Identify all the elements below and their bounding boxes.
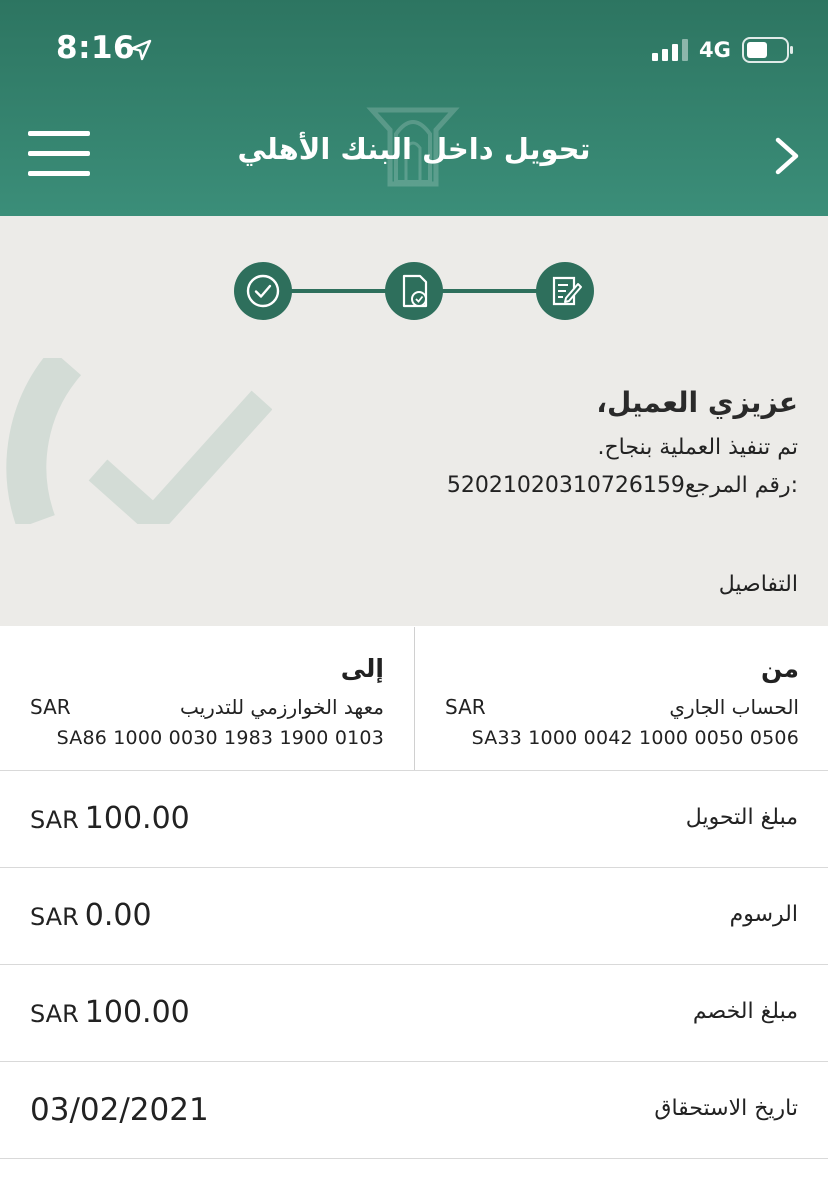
row-label: تاريخ الاستحقاق: [654, 1096, 798, 1121]
reference-number: 2021020310726159: [460, 473, 685, 498]
from-account-name: الحساب الجاري: [669, 695, 799, 719]
row-value: [30, 898, 152, 933]
row-value: [30, 995, 190, 1030]
currency: SAR: [30, 1000, 79, 1028]
greeting: عزيزي العميل،: [596, 386, 798, 419]
step-completed: [234, 262, 292, 320]
step-review: [385, 262, 443, 320]
document-check-icon: [385, 262, 443, 320]
row-value: [30, 1092, 209, 1128]
reference-label: رقم المرجع:: [684, 473, 798, 498]
to-currency: SAR: [30, 695, 71, 719]
fees-row: [0, 868, 828, 965]
due-date-row: [0, 1062, 828, 1159]
row-label: مبلغ الخصم: [692, 999, 798, 1024]
progress-steps: [234, 262, 594, 320]
from-label: من: [761, 654, 799, 683]
amount: 0.00: [84, 898, 152, 933]
currency: SAR: [30, 806, 79, 834]
signal-icon: [652, 39, 690, 61]
due-date-value: 03/02/2021: [30, 1092, 209, 1128]
row-label: مبلغ التحويل: [685, 805, 798, 830]
reference-line: [447, 473, 798, 498]
from-currency: SAR: [445, 695, 486, 719]
currency: SAR: [30, 903, 79, 931]
menu-icon[interactable]: [28, 131, 90, 177]
reference-digit: 5: [446, 473, 461, 498]
chevron-right-icon[interactable]: [770, 134, 804, 178]
from-account: [415, 627, 828, 770]
to-account: [0, 627, 414, 770]
checkmark-watermark-icon: [0, 358, 272, 524]
amount: 100.00: [84, 801, 190, 836]
accounts-divider: [414, 627, 415, 770]
row-label: الرسوم: [729, 902, 798, 927]
app-header: [0, 0, 828, 216]
status-time: 8:16: [56, 30, 136, 66]
edit-form-icon: [536, 262, 594, 320]
page-title: تحويل داخل البنك الأهلي: [237, 132, 591, 166]
battery-icon: [742, 37, 794, 63]
to-label: إلى: [340, 654, 384, 683]
network-type: 4G: [699, 38, 731, 62]
from-iban: SA33 1000 0042 1000 0050 0506: [471, 727, 799, 749]
status-bar: [0, 0, 828, 100]
step-details: [536, 262, 594, 320]
accounts-section: [0, 627, 828, 771]
transfer-amount-row: [0, 771, 828, 868]
to-iban: SA86 1000 0030 1983 1900 0103: [56, 727, 384, 749]
to-account-name: معهد الخوارزمي للتدريب: [179, 695, 384, 719]
check-circle-icon: [234, 262, 292, 320]
debit-amount-row: [0, 965, 828, 1062]
success-message: تم تنفيذ العملية بنجاح.: [597, 435, 798, 460]
row-value: [30, 801, 190, 836]
details-title: التفاصيل: [718, 572, 798, 597]
location-arrow-icon: [130, 39, 152, 61]
amount: 100.00: [84, 995, 190, 1030]
